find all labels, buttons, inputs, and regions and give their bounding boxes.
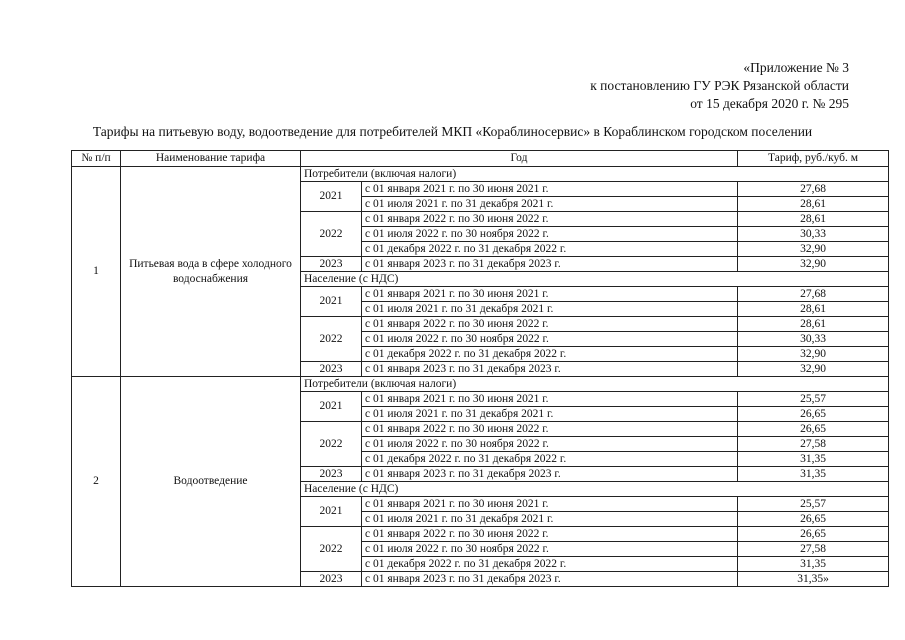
period-cell: с 01 июля 2021 г. по 31 декабря 2021 г. <box>362 197 738 212</box>
group-row <box>72 377 889 392</box>
col-header-number: № п/п <box>72 151 121 167</box>
price-cell: 31,35» <box>738 572 889 587</box>
price-cell: 26,65 <box>738 512 889 527</box>
price-cell: 27,58 <box>738 542 889 557</box>
appendix-line-2: к постановлению ГУ РЭК Рязанской области <box>590 78 849 93</box>
year-cell: 2023 <box>301 362 362 377</box>
price-cell: 27,68 <box>738 182 889 197</box>
period-cell: с 01 июля 2022 г. по 30 ноября 2022 г. <box>362 437 738 452</box>
period-cell: с 01 июля 2022 г. по 30 ноября 2022 г. <box>362 332 738 347</box>
price-cell: 28,61 <box>738 212 889 227</box>
period-cell: с 01 декабря 2022 г. по 31 декабря 2022 г. <box>362 557 738 572</box>
period-cell: с 01 января 2022 г. по 30 июня 2022 г. <box>362 527 738 542</box>
price-cell: 27,58 <box>738 437 889 452</box>
period-cell: с 01 января 2022 г. по 30 июня 2022 г. <box>362 212 738 227</box>
period-cell: с 01 января 2023 г. по 31 декабря 2023 г. <box>362 467 738 482</box>
price-cell: 30,33 <box>738 332 889 347</box>
col-header-year: Год <box>301 151 738 167</box>
price-cell: 31,35 <box>738 467 889 482</box>
period-cell: с 01 января 2022 г. по 30 июня 2022 г. <box>362 422 738 437</box>
year-cell: 2022 <box>301 212 362 257</box>
price-cell: 32,90 <box>738 242 889 257</box>
year-cell: 2022 <box>301 317 362 362</box>
price-cell: 26,65 <box>738 422 889 437</box>
period-cell: с 01 декабря 2022 г. по 31 декабря 2022 г. <box>362 242 738 257</box>
price-cell: 31,35 <box>738 452 889 467</box>
year-cell: 2022 <box>301 527 362 572</box>
year-cell: 2021 <box>301 497 362 527</box>
price-cell: 32,90 <box>738 257 889 272</box>
price-cell: 30,33 <box>738 227 889 242</box>
year-cell: 2021 <box>301 287 362 317</box>
document-title: Тарифы на питьевую воду, водоотведение для потребителей МКП «Кораблиносервис» в Кораблинском городском поселении <box>92 124 813 139</box>
price-cell: 31,35 <box>738 557 889 572</box>
period-cell: с 01 января 2021 г. по 30 июня 2021 г. <box>362 392 738 407</box>
period-cell: с 01 января 2023 г. по 31 декабря 2023 г. <box>362 572 738 587</box>
appendix-line-3: от 15 декабря 2020 г. № 295 <box>690 96 849 111</box>
price-cell: 27,68 <box>738 287 889 302</box>
year-cell: 2021 <box>301 392 362 422</box>
price-cell: 28,61 <box>738 302 889 317</box>
period-cell: с 01 июля 2021 г. по 31 декабря 2021 г. <box>362 407 738 422</box>
appendix-line-1: «Приложение № 3 <box>743 60 849 75</box>
tariff-table-body <box>72 167 889 587</box>
year-cell: 2023 <box>301 572 362 587</box>
period-cell: с 01 января 2022 г. по 30 июня 2022 г. <box>362 317 738 332</box>
period-cell: с 01 января 2023 г. по 31 декабря 2023 г. <box>362 362 738 377</box>
tariff-name: Водоотведение <box>121 377 301 587</box>
item-number: 1 <box>72 167 121 377</box>
appendix-header <box>590 59 849 113</box>
price-cell: 26,65 <box>738 407 889 422</box>
period-cell: с 01 декабря 2022 г. по 31 декабря 2022 г. <box>362 347 738 362</box>
price-cell: 25,57 <box>738 392 889 407</box>
period-cell: с 01 января 2023 г. по 31 декабря 2023 г. <box>362 257 738 272</box>
price-cell: 28,61 <box>738 197 889 212</box>
period-cell: с 01 января 2021 г. по 30 июня 2021 г. <box>362 287 738 302</box>
table-header-row <box>72 151 889 167</box>
price-cell: 32,90 <box>738 362 889 377</box>
consumer-group-label: Население (с НДС) <box>301 272 889 287</box>
consumer-group-label: Потребители (включая налоги) <box>301 377 889 392</box>
period-cell: с 01 июля 2022 г. по 30 ноября 2022 г. <box>362 542 738 557</box>
col-header-tariff-name: Наименование тарифа <box>121 151 301 167</box>
consumer-group-label: Население (с НДС) <box>301 482 889 497</box>
consumer-group-label: Потребители (включая налоги) <box>301 167 889 182</box>
tariff-name: Питьевая вода в сфере холодного водоснабжения <box>121 167 301 377</box>
item-number: 2 <box>72 377 121 587</box>
period-cell: с 01 июля 2021 г. по 31 декабря 2021 г. <box>362 302 738 317</box>
year-cell: 2023 <box>301 467 362 482</box>
col-header-tariff-price: Тариф, руб./куб. м <box>738 151 889 167</box>
period-cell: с 01 декабря 2022 г. по 31 декабря 2022 г. <box>362 452 738 467</box>
tariff-table <box>71 150 889 587</box>
price-cell: 25,57 <box>738 497 889 512</box>
price-cell: 26,65 <box>738 527 889 542</box>
year-cell: 2022 <box>301 422 362 467</box>
period-cell: с 01 января 2021 г. по 30 июня 2021 г. <box>362 497 738 512</box>
period-cell: с 01 июля 2022 г. по 30 ноября 2022 г. <box>362 227 738 242</box>
period-cell: с 01 июля 2021 г. по 31 декабря 2021 г. <box>362 512 738 527</box>
period-cell: с 01 января 2021 г. по 30 июня 2021 г. <box>362 182 738 197</box>
year-cell: 2023 <box>301 257 362 272</box>
price-cell: 32,90 <box>738 347 889 362</box>
group-row <box>72 167 889 182</box>
year-cell: 2021 <box>301 182 362 212</box>
price-cell: 28,61 <box>738 317 889 332</box>
